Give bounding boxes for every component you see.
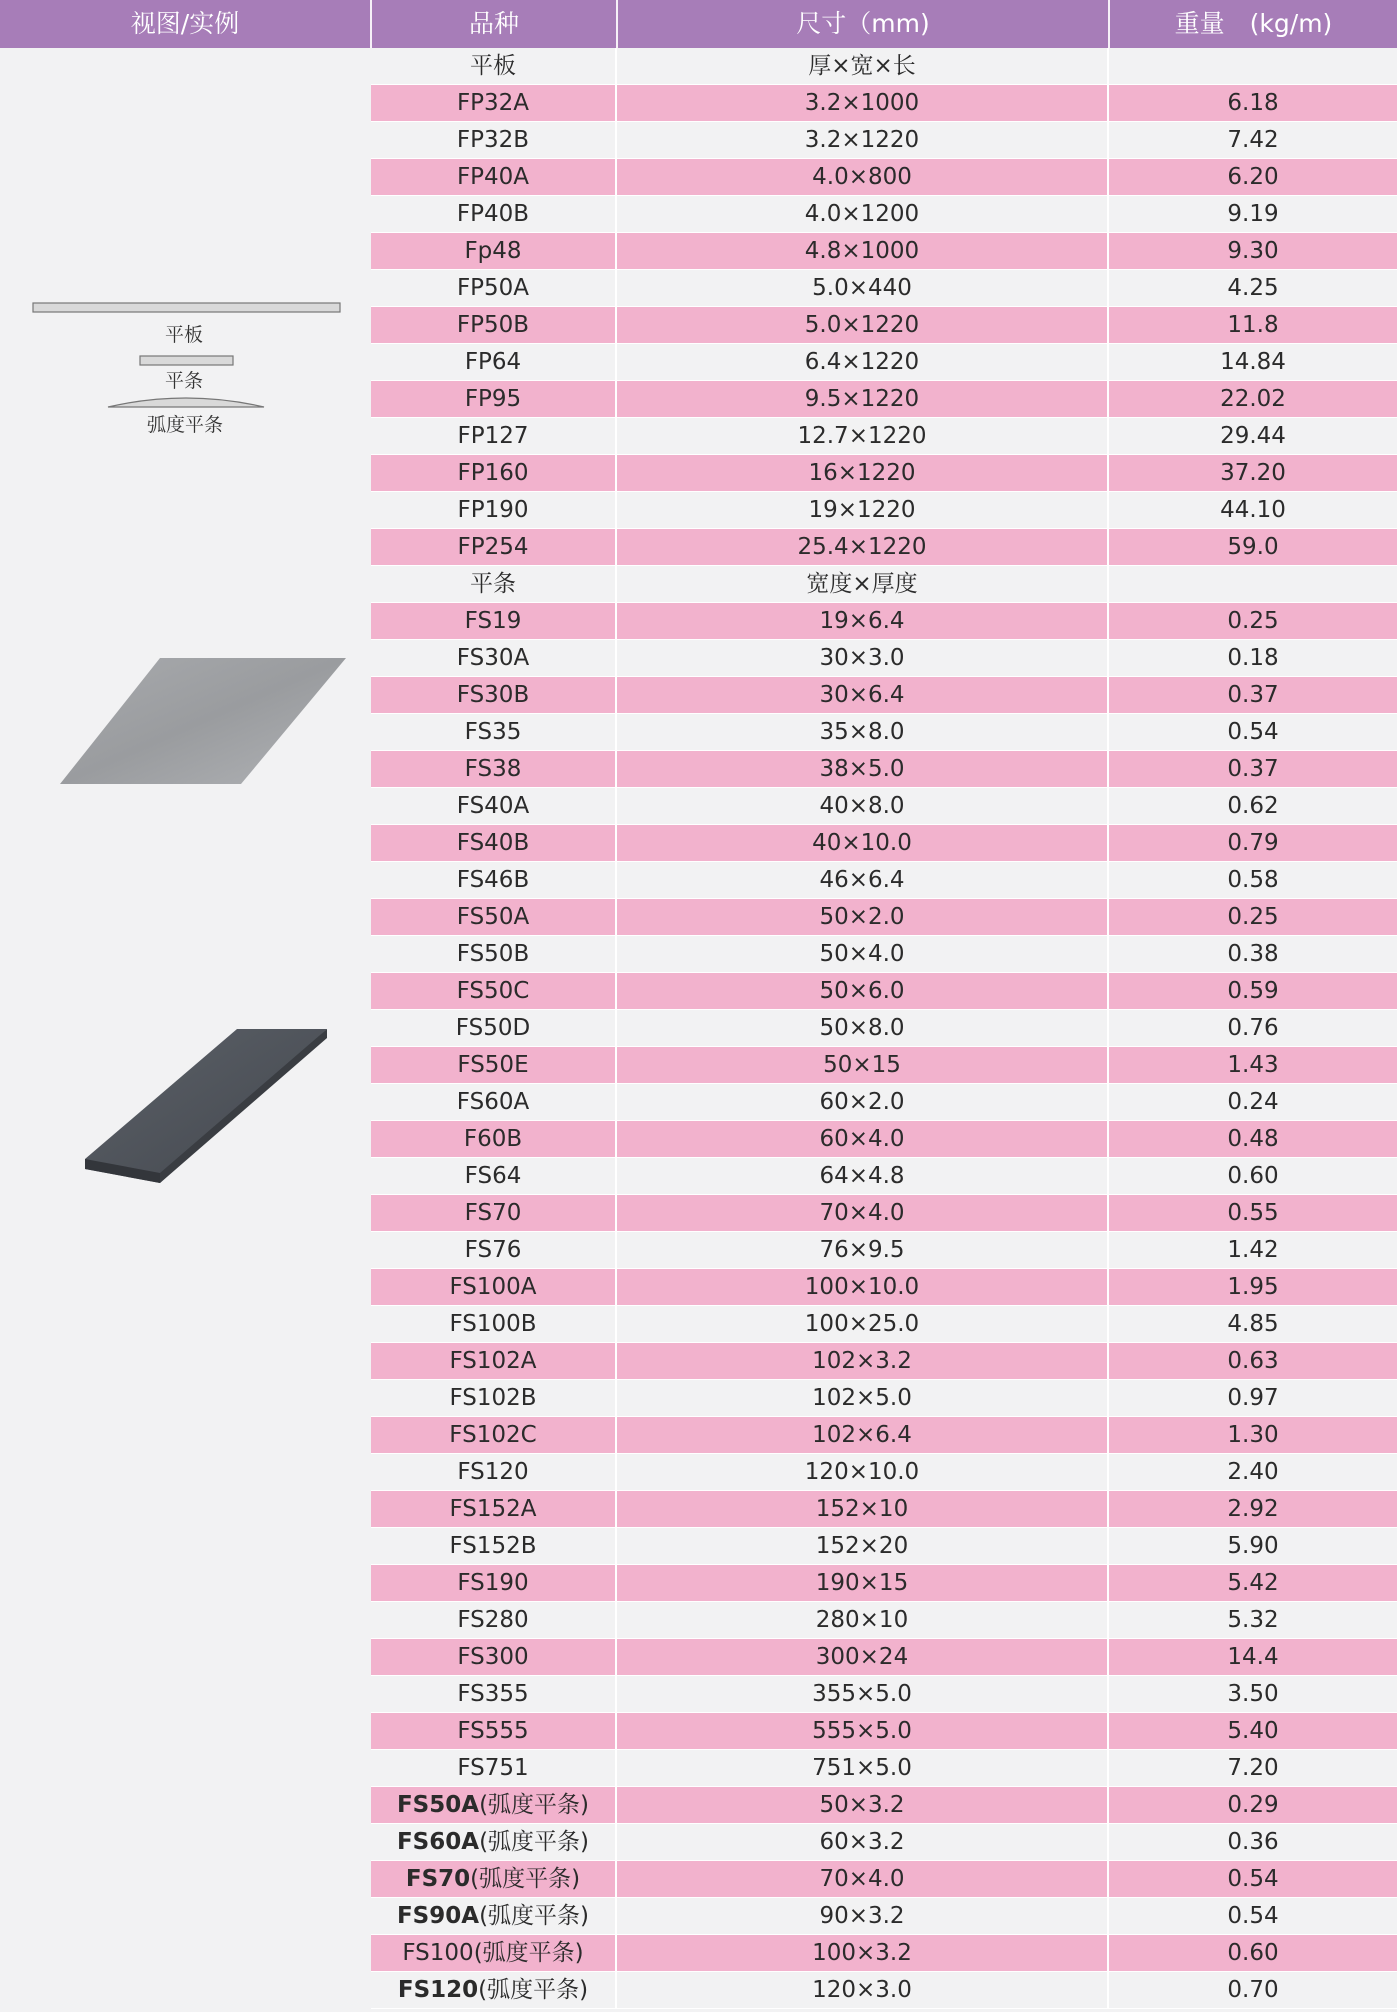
- size-cell: 16×1220: [808, 460, 916, 486]
- size-cell: 46×6.4: [819, 867, 905, 893]
- size-cell: 厚×宽×长: [808, 53, 916, 79]
- size-cell: 50×4.0: [819, 941, 905, 967]
- size-cell: 64×4.8: [819, 1163, 905, 1189]
- table-row: [371, 1824, 1397, 1861]
- variety-cell: FS19: [464, 608, 522, 634]
- variety-code: FS120: [397, 1977, 479, 2003]
- size-cell: 12.7×1220: [797, 423, 927, 449]
- size-cell: 50×6.0: [819, 978, 905, 1004]
- weight-cell: 0.18: [1227, 645, 1279, 671]
- table-row: [371, 1047, 1397, 1084]
- weight-cell: 0.29: [1227, 1792, 1279, 1818]
- weight-cell: 6.20: [1227, 164, 1279, 190]
- table-row: [371, 973, 1397, 1010]
- variety-cell: FS60A: [456, 1089, 530, 1115]
- size-cell: 280×10: [815, 1607, 909, 1633]
- variety-cell: [371, 1898, 615, 1934]
- size-cell: 4.0×800: [812, 164, 912, 190]
- table-row: [371, 381, 1397, 418]
- table-row: [371, 233, 1397, 270]
- weight-cell: 0.63: [1227, 1348, 1279, 1374]
- variety-suffix: (弧度平条): [478, 1977, 589, 2003]
- variety-cell: [371, 1824, 615, 1860]
- size-cell: 6.4×1220: [804, 349, 920, 375]
- table-row: [371, 344, 1397, 381]
- size-cell: 102×6.4: [812, 1422, 912, 1448]
- weight-cell: 59.0: [1227, 534, 1279, 560]
- flat-plate-diagram: [33, 303, 340, 312]
- weight-cell: [1109, 48, 1397, 84]
- table-row: [371, 1787, 1397, 1824]
- variety-cell: FP95: [464, 386, 522, 412]
- variety-cell: FS751: [457, 1755, 529, 1781]
- table-row: [371, 1935, 1397, 1972]
- variety-cell: FS38: [464, 756, 522, 782]
- variety-cell: [371, 1972, 615, 2008]
- table-row: [371, 492, 1397, 529]
- weight-cell: 2.40: [1227, 1459, 1279, 1485]
- table-row: [371, 714, 1397, 751]
- weight-cell: 0.37: [1227, 756, 1279, 782]
- weight-cell: 1.42: [1227, 1237, 1279, 1263]
- table-row: [371, 1861, 1397, 1898]
- weight-cell: 9.30: [1227, 238, 1279, 264]
- size-cell: 60×4.0: [819, 1126, 905, 1152]
- table-row: [371, 1602, 1397, 1639]
- weight-cell: 0.79: [1227, 830, 1279, 856]
- weight-cell: 6.18: [1227, 90, 1279, 116]
- table-row: [371, 825, 1397, 862]
- weight-cell: 4.25: [1227, 275, 1279, 301]
- weight-cell: 0.48: [1227, 1126, 1279, 1152]
- variety-code: FS100: [402, 1940, 474, 1966]
- variety-cell: FS30A: [456, 645, 530, 671]
- variety-cell: FS50E: [457, 1052, 529, 1078]
- size-cell: 4.0×1200: [804, 201, 920, 227]
- table-row: [371, 1491, 1397, 1528]
- variety-cell: FS50A: [456, 904, 530, 930]
- weight-cell: 0.55: [1227, 1200, 1279, 1226]
- size-cell: 300×24: [815, 1644, 909, 1670]
- variety-suffix: (弧度平条): [479, 1829, 590, 1855]
- variety-cell: FS50B: [456, 941, 530, 967]
- variety-cell: FS102C: [449, 1422, 537, 1448]
- size-cell: 102×3.2: [812, 1348, 912, 1374]
- table-row: [371, 1713, 1397, 1750]
- weight-cell: 1.43: [1227, 1052, 1279, 1078]
- variety-cell: FS102B: [449, 1385, 537, 1411]
- size-cell: 50×15: [823, 1052, 901, 1078]
- table-row: [371, 1343, 1397, 1380]
- table-row: [371, 1195, 1397, 1232]
- weight-cell: [1109, 566, 1397, 602]
- variety-cell: FS76: [464, 1237, 522, 1263]
- weight-cell: 0.25: [1227, 608, 1279, 634]
- table-row: [371, 1972, 1397, 2009]
- size-cell: 152×20: [815, 1533, 909, 1559]
- size-cell: 35×8.0: [819, 719, 905, 745]
- header-view: 视图/实例: [130, 9, 240, 38]
- weight-cell: 0.60: [1227, 1163, 1279, 1189]
- table-header: [0, 0, 1397, 48]
- weight-cell: 2.92: [1227, 1496, 1279, 1522]
- table-row: [371, 603, 1397, 640]
- weight-cell: 0.97: [1227, 1385, 1279, 1411]
- table-row: [371, 566, 1397, 603]
- header-weight: 重量 (kg/m): [1174, 9, 1333, 38]
- size-cell: 152×10: [815, 1496, 909, 1522]
- size-cell: 50×8.0: [819, 1015, 905, 1041]
- table-row: [371, 529, 1397, 566]
- weight-cell: 0.70: [1227, 1977, 1279, 2003]
- variety-cell: FP190: [457, 497, 529, 523]
- size-cell: 宽度×厚度: [806, 571, 918, 597]
- variety-cell: FP40A: [456, 164, 530, 190]
- size-cell: 555×5.0: [812, 1718, 912, 1744]
- variety-cell: FP127: [457, 423, 529, 449]
- size-cell: 19×1220: [808, 497, 916, 523]
- weight-cell: 0.54: [1227, 1903, 1279, 1929]
- weight-cell: 0.58: [1227, 867, 1279, 893]
- size-cell: 70×4.0: [819, 1866, 905, 1892]
- table-row: [371, 1269, 1397, 1306]
- weight-cell: 44.10: [1220, 497, 1286, 523]
- weight-cell: 29.44: [1220, 423, 1286, 449]
- flat-strip-photo: [85, 1029, 327, 1183]
- weight-cell: 14.84: [1220, 349, 1286, 375]
- variety-code: FS60A: [396, 1829, 480, 1855]
- table-row: [371, 1454, 1397, 1491]
- weight-cell: 4.85: [1227, 1311, 1279, 1337]
- variety-cell: FS50C: [456, 978, 530, 1004]
- variety-cell: FS100A: [449, 1274, 537, 1300]
- weight-cell: 7.20: [1227, 1755, 1279, 1781]
- table-row: [371, 307, 1397, 344]
- table-row: [371, 1010, 1397, 1047]
- table-row: [371, 1676, 1397, 1713]
- weight-cell: 0.54: [1227, 1866, 1279, 1892]
- table-row: [371, 677, 1397, 714]
- weight-cell: 1.95: [1227, 1274, 1279, 1300]
- weight-cell: 0.25: [1227, 904, 1279, 930]
- table-row: [371, 159, 1397, 196]
- size-cell: 100×25.0: [804, 1311, 920, 1337]
- variety-cell: FP32A: [456, 90, 530, 116]
- variety-code: FS50A: [396, 1792, 480, 1818]
- weight-cell: 7.42: [1227, 127, 1279, 153]
- weight-cell: 0.38: [1227, 941, 1279, 967]
- size-cell: 5.0×440: [812, 275, 912, 301]
- variety-cell: FS46B: [456, 867, 530, 893]
- weight-cell: 0.24: [1227, 1089, 1279, 1115]
- variety-cell: [371, 1787, 615, 1823]
- weight-cell: 3.50: [1227, 1681, 1279, 1707]
- variety-cell: FS190: [457, 1570, 529, 1596]
- size-cell: 102×5.0: [812, 1385, 912, 1411]
- weight-cell: 5.42: [1227, 1570, 1279, 1596]
- weight-cell: 0.59: [1227, 978, 1279, 1004]
- table-row: [371, 48, 1397, 85]
- variety-cell: [371, 1935, 615, 1971]
- size-cell: 4.8×1000: [804, 238, 920, 264]
- variety-cell: Fp48: [464, 238, 522, 264]
- size-cell: 120×10.0: [804, 1459, 920, 1485]
- size-cell: 50×2.0: [819, 904, 905, 930]
- table-row: [371, 1898, 1397, 1935]
- size-cell: 30×6.4: [819, 682, 905, 708]
- variety-suffix: (弧度平条): [479, 1792, 590, 1818]
- weight-cell: 0.36: [1227, 1829, 1279, 1855]
- size-cell: 40×8.0: [819, 793, 905, 819]
- size-cell: 5.0×1220: [804, 312, 920, 338]
- variety-suffix: (弧度平条): [473, 1940, 584, 1966]
- table-row: [371, 1306, 1397, 1343]
- variety-suffix: (弧度平条): [479, 1903, 590, 1929]
- size-cell: 751×5.0: [812, 1755, 912, 1781]
- label-plate: 平板: [164, 324, 203, 346]
- table-row: [371, 85, 1397, 122]
- weight-cell: 0.37: [1227, 682, 1279, 708]
- weight-cell: 0.76: [1227, 1015, 1279, 1041]
- weight-cell: 9.19: [1227, 201, 1279, 227]
- variety-code: FS90A: [396, 1903, 480, 1929]
- variety-cell: FP254: [457, 534, 529, 560]
- table-row: [371, 1380, 1397, 1417]
- size-cell: 3.2×1000: [804, 90, 920, 116]
- size-cell: 38×5.0: [819, 756, 905, 782]
- weight-cell: 1.30: [1227, 1422, 1279, 1448]
- variety-cell: FS102A: [449, 1348, 537, 1374]
- table-row: [371, 1121, 1397, 1158]
- variety-cell: FS100B: [449, 1311, 537, 1337]
- table-row: [371, 196, 1397, 233]
- table-row: [371, 751, 1397, 788]
- size-cell: 70×4.0: [819, 1200, 905, 1226]
- size-cell: 19×6.4: [819, 608, 905, 634]
- size-cell: 60×3.2: [819, 1829, 905, 1855]
- variety-cell: FS152A: [449, 1496, 537, 1522]
- size-cell: 50×3.2: [819, 1792, 905, 1818]
- table-row: [371, 640, 1397, 677]
- table-row: [371, 1084, 1397, 1121]
- size-cell: 40×10.0: [812, 830, 912, 856]
- variety-cell: FS152B: [449, 1533, 537, 1559]
- size-cell: 100×10.0: [804, 1274, 920, 1300]
- variety-cell: FP32B: [456, 127, 530, 153]
- variety-cell: FP64: [464, 349, 522, 375]
- variety-suffix: (弧度平条): [470, 1866, 581, 1892]
- size-cell: 60×2.0: [819, 1089, 905, 1115]
- variety-cell: FS40B: [456, 830, 530, 856]
- variety-cell: FS280: [457, 1607, 529, 1633]
- table-row: [371, 270, 1397, 307]
- weight-cell: 11.8: [1227, 312, 1279, 338]
- table-row: [371, 455, 1397, 492]
- weight-cell: 0.62: [1227, 793, 1279, 819]
- table-row: [371, 788, 1397, 825]
- variety-code: FS70: [405, 1866, 471, 1892]
- table-row: [371, 1565, 1397, 1602]
- variety-cell: FS40A: [456, 793, 530, 819]
- weight-cell: 37.20: [1220, 460, 1286, 486]
- weight-cell: 0.54: [1227, 719, 1279, 745]
- variety-cell: 平板: [470, 53, 516, 79]
- weight-cell: 5.40: [1227, 1718, 1279, 1744]
- variety-cell: FS355: [457, 1681, 529, 1707]
- variety-cell: FS64: [464, 1163, 522, 1189]
- weight-cell: 22.02: [1220, 386, 1286, 412]
- variety-cell: [371, 1861, 615, 1897]
- variety-cell: FS70: [464, 1200, 522, 1226]
- variety-cell: FP50A: [456, 275, 530, 301]
- size-cell: 3.2×1220: [804, 127, 920, 153]
- size-cell: 190×15: [815, 1570, 909, 1596]
- header-variety: 品种: [468, 9, 519, 38]
- weight-cell: 5.90: [1227, 1533, 1279, 1559]
- arc-strip-diagram: [108, 398, 264, 407]
- variety-cell: 平条: [470, 571, 516, 597]
- variety-cell: F60B: [463, 1126, 523, 1152]
- table-row: [371, 1528, 1397, 1565]
- table-row: [371, 1639, 1397, 1676]
- size-cell: 30×3.0: [819, 645, 905, 671]
- size-cell: 76×9.5: [819, 1237, 905, 1263]
- weight-cell: 14.4: [1227, 1644, 1279, 1670]
- variety-cell: FS300: [457, 1644, 529, 1670]
- variety-cell: FP40B: [456, 201, 530, 227]
- size-cell: 9.5×1220: [804, 386, 920, 412]
- weight-cell: 5.32: [1227, 1607, 1279, 1633]
- variety-cell: FS35: [464, 719, 522, 745]
- table-row: [371, 122, 1397, 159]
- flat-plate-photo: [60, 658, 346, 784]
- variety-cell: FS555: [457, 1718, 529, 1744]
- view-column: [0, 48, 370, 2012]
- spec-table-body: [371, 48, 1397, 2009]
- table-row: [371, 418, 1397, 455]
- table-row: [371, 1750, 1397, 1787]
- table-row: [371, 899, 1397, 936]
- size-cell: 25.4×1220: [797, 534, 927, 560]
- weight-cell: 0.60: [1227, 1940, 1279, 1966]
- size-cell: 90×3.2: [819, 1903, 905, 1929]
- size-cell: 100×3.2: [812, 1940, 912, 1966]
- variety-cell: FS120: [457, 1459, 529, 1485]
- variety-cell: FP50B: [456, 312, 530, 338]
- header-size: 尺寸（mm): [796, 9, 930, 38]
- variety-cell: FP160: [457, 460, 529, 486]
- variety-cell: FS30B: [456, 682, 530, 708]
- table-row: [371, 1232, 1397, 1269]
- variety-cell: FS50D: [455, 1015, 531, 1041]
- table-row: [371, 936, 1397, 973]
- flat-strip-diagram: [140, 356, 233, 365]
- table-row: [371, 1158, 1397, 1195]
- size-cell: 355×5.0: [812, 1681, 912, 1707]
- size-cell: 120×3.0: [812, 1977, 912, 2003]
- label-arc-strip: 弧度平条: [146, 414, 223, 436]
- table-row: [371, 1417, 1397, 1454]
- label-strip: 平条: [164, 370, 203, 392]
- table-row: [371, 862, 1397, 899]
